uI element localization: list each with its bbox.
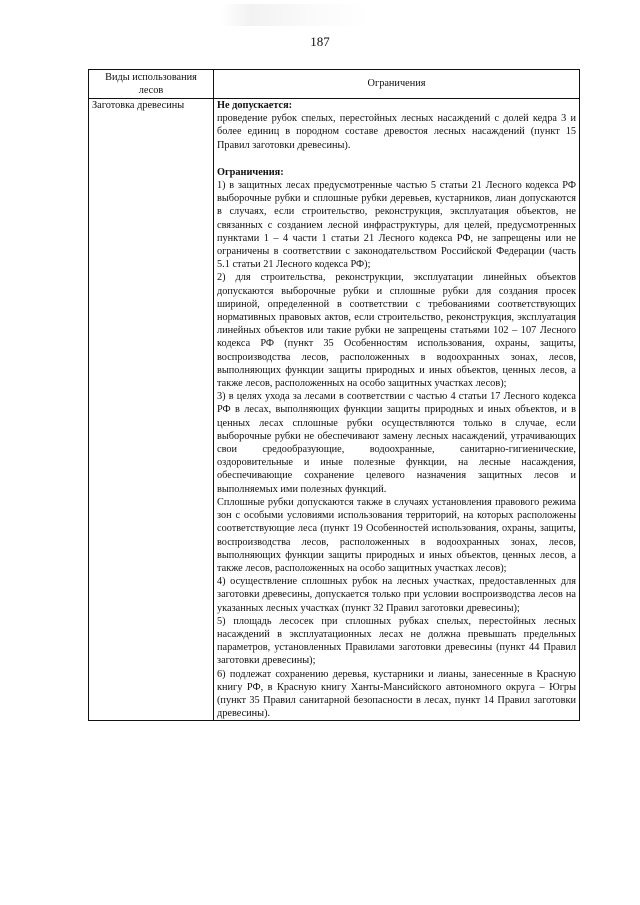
scan-artifact bbox=[220, 4, 370, 26]
limit-item-2: 2) для строительства, реконструкции, эксплуатации линейных объектов допускаются выборочные рубки и сплошные рубки для создания просек шириной, определенной в соответствии с требованиями соответствующих нормативных правовых актов, если строительство, реконструкция, эксплуатация линейных объектов или такие рубки не запрещены статьями 102 – 107 Лесного кодекса РФ (пункт 35 Особенностям использования, охраны, защиты, воспроизводства лесов, расположенных в водоохранных зонах, лесов, выполняющих функции защиты природных и иных объектов, ценных лесов, а также лесов, расположенных на особо защитных участках лесов); bbox=[217, 272, 576, 390]
restrictions-table bbox=[88, 69, 580, 721]
limit-item-1: 1) в защитных лесах предусмотренные частью 5 статьи 21 Лесного кодекса РФ выборочные рубки и сплошные рубки деревьев, кустарников, лиан допускаются в случаях, если строительство, реконструкция, эксплуатация объектов, не связанных с созданием лесной инфраструктуры, для целей, предусмотренных пунктами 1 – 4 части 1 статьи 21 Лесного кодекса РФ, не запрещены или не ограничены в соответствии с законодательством Российской Федерации (часть 5.1 статьи 21 Лесного кодекса РФ); bbox=[217, 180, 576, 271]
not-allowed-text: проведение рубок спелых, перестойных лесных насаждений с долей кедра 3 и более единиц в породном составе древостоя лесных насаждений (пункт 15 Правил заготовки древесины). bbox=[217, 113, 576, 151]
paragraph-gap bbox=[217, 152, 576, 166]
header-forest-use-kind: Виды использования лесов bbox=[89, 70, 214, 99]
limit-item-6: 6) подлежат сохранению деревья, кустарники и лианы, занесенные в Красную книгу РФ, в Красную книгу Ханты-Мансийского автономного округа – Югры (пункт 35 Правил санитарной безопасности в лесах, пункт 14 Правил заготовки древесины). bbox=[217, 668, 576, 720]
page-number: 187 bbox=[310, 34, 330, 49]
limit-item-3: 3) в целях ухода за лесами в соответствии с частью 4 статьи 17 Лесного кодекса РФ в лесах, выполняющих функции защиты природных и иных объектов, и в ценных лесах сплошные рубки осуществляются только в случае, если выборочные рубки не обеспечивают замену лесных насаждений, утрачивающих свои средообразующие, водоохранные, санитарно-гигиенические, оздоровительные и иные полезные функции, на лесные насаждения, обеспечивающие сохранение целевого назначения защитных лесов и выполняемых ими полезных функций. bbox=[217, 391, 576, 495]
restrictions-cell bbox=[214, 99, 580, 721]
not-allowed-heading: Не допускается: bbox=[217, 100, 293, 111]
limit-item-4: 4) осуществление сплошных рубок на лесных участках, предоставленных для заготовки древесины, допускается только при условии воспроизводства лесов на указанных лесных участках (пункт 32 Правил заготовки древесины); bbox=[217, 576, 576, 614]
limit-item-5: 5) площадь лесосек при сплошных рубках спелых, перестойных лесных насаждений в эксплуатационных лесах не должна превышать предельных параметров, установленных Правилами заготовки древесины (пункт 44 Правил заготовки древесины); bbox=[217, 615, 576, 667]
table-header-row bbox=[89, 70, 580, 99]
header-restrictions: Ограничения bbox=[214, 70, 580, 99]
forest-use-kind-cell: Заготовка древесины bbox=[89, 99, 214, 721]
limits-heading: Ограничения: bbox=[217, 166, 284, 178]
limit-item-3-continuation: Сплошные рубки допускаются также в случаях установления правового режима зон с особыми условиями использования территорий, на которых расположены соответствующие леса (пункт 19 Особенностей использования, охраны, защиты, воспроизводства лесов, расположенных в водоохранных зонах, лесов, выполняющих функции защиты природных и иных объектов, ценных лесов, а также лесов, расположенных на особо защитных участках лесов); bbox=[217, 496, 576, 574]
table-row bbox=[89, 99, 580, 721]
